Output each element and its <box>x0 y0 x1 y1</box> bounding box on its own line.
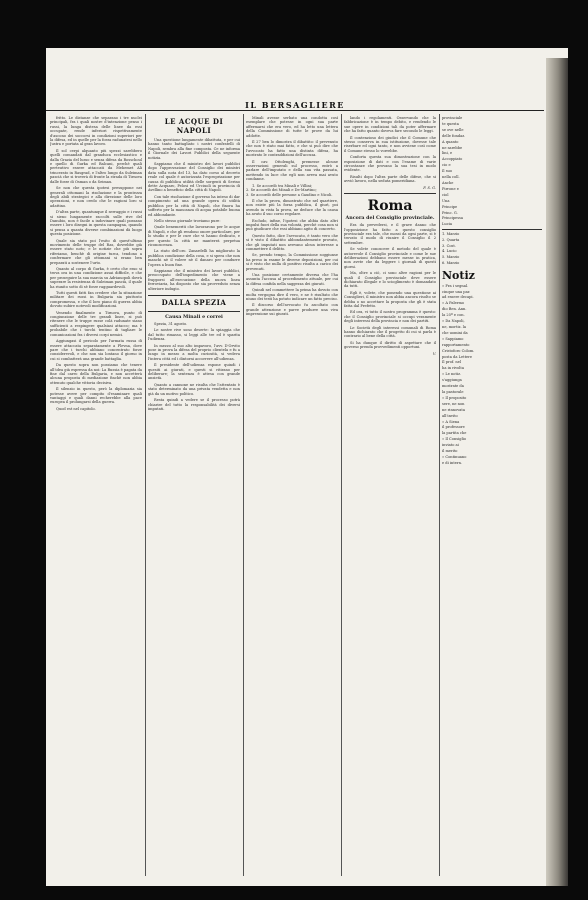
page-edge <box>546 58 568 886</box>
text-line: e di intern. <box>442 460 463 465</box>
text-line: « Fra i segnal. <box>442 283 469 288</box>
paragraph: Una questione lungamente dibattuta, e per cui hanno tanto battagliato i nostri confratelli di Napoli, sembra alla fine composta. Ce ne informa il Giornale dei Lavori Pubblici della seguente notizia. <box>148 138 240 160</box>
text-line: « Sappiamo <box>442 336 464 341</box>
text-line: ciol <box>442 192 449 197</box>
text-line: all'invito <box>442 413 458 418</box>
paragraph: Il contenzioso dei giudici che il Comune che stesso conserva in sua istituzione, dovesse tale riserbare ed ogni tanto, e non avviene così come il Comune stesso lo vorrebbe. <box>344 135 436 153</box>
article-subtitle-spezia: Causa Minali e correi <box>165 314 223 320</box>
paragraph: Se non che questa ipotesi presuppone nei generali ottomani la risoluzione e la prontezza degli abili strategici e alla direzione delle loro operazioni, e non credo che le ragioni loro si adattino. <box>50 186 142 208</box>
paragraph: Sappiamo che il ministro dei lavori pubblici, preoccupato dell'impedimento che viene a frapporsi all'esecuzione della nuova linea ferroviaria, ha disposto che sia provveduto senza ulteriore indugio. <box>148 268 240 291</box>
paragraph: Il silenzio in questo, però la diplomazia sia potesse avere per compito d'esaminare quali vantaggi e quali danni recherebbe alla pace europea il prolungarsi della guerra. <box>50 387 142 405</box>
paragraph: Quanto al corpo di Gurka, è certo che esso si trova ora in una condizione assai difficile, e che per proseguire la sua marcia su Adrianopoli dovrà superare la resistenza di Suleiman pascià, il quale ha riunito sotto di sè forze ragguardevoli. <box>50 267 142 289</box>
paragraph: Il 27 ben lo dimostra il dibattito: il prevenuto che non è stato mai fatto, e che si può dire che l'avvocato ha fatto una distinta difesa, ha mostrato le contraddizioni dell'accusa. <box>246 140 338 158</box>
paragraph: Conforta questa sua dimostrazione con la esposizione di dati e con l'esame di varie circostanze che provano la sua tesi in modo evidente. <box>344 155 436 173</box>
text-line: ha in rivolta <box>442 366 465 371</box>
newspaper-page <box>46 48 568 886</box>
col5-table <box>442 232 542 266</box>
column-separator <box>145 114 146 876</box>
paragraph: 1. Se accordò tra Minali e Villini; 2. Se accordò dei Minali e De-Martino; 3. Se accordò delle persone a Gaudino e Nicoli. <box>246 183 333 197</box>
paragraph: Con tale risoluzione il governo ha inteso di dar compimento ad una grande opera di utilità pubblica per la città di Napoli, che finora ha sofferto per la mancanza di acqua potabile buona ed abbondante. <box>148 194 240 217</box>
column-4 <box>344 116 436 876</box>
text-line: la pastorale <box>442 389 464 394</box>
masthead: IL BERSAGLIERE <box>245 100 345 110</box>
paragraph: Si ha dunque il diritto di aspettare che il governo prenda provvedimenti opportuni. <box>344 340 436 350</box>
text-line: Cristoforo Colom. <box>442 348 475 353</box>
article-title-spezia: DALLA SPEZIA <box>161 298 227 307</box>
column-separator <box>341 114 342 876</box>
text-line: Una <box>442 198 450 203</box>
paragraph: Escludo, infine, l'ipotesi che abbia dato altri impulsi fuori della sua volontà, perchè cosa non si può giudicare che essi abbiano agito di concerto. <box>246 218 338 232</box>
text-line: 6. Marzio <box>442 261 460 266</box>
text-line: inviato ai <box>442 443 459 448</box>
text-line: 2. Quarta <box>442 237 460 242</box>
text-line: Lucia <box>442 222 453 227</box>
text-line: posta da Lettere <box>442 354 472 359</box>
text-line: la 25ª e con. <box>442 313 465 318</box>
paragraph: Questo fatto, dice l'avvocato, è tanto vero che si è visto il dibattito abbondantemente provato, che gli imputati non avevano alcun interesse a commettere il delitto. <box>246 233 338 251</box>
col5-bottom <box>442 284 542 466</box>
paragraph: fritto. Le distanze che separano i tre nuclei principali, fra i quali nostre d'intenzione penso i russi, la lunga distesa delle linee da essi occupate, rende inferiori rispettivamente d'ascono dei soccorsi in condizioni superiori per la difesa, ed in quelle per la forza radunatesi nello Justra e portata al gran lavoro. <box>50 116 142 147</box>
paragraph: La stato dell'oro. Zanardelli ha migliorato la pubblica condizione della cosa, e si spera che non manchi nè il volere nè il danaro per condurre l'opera a buon fine. <box>148 249 240 267</box>
paragraph: Quindi nel commettere la prima ha dovuto con molta vergogna dire il vero, e ne è risultato che niuno dei testi ha potuto indicare un fatto preciso. <box>246 288 338 302</box>
text-line: s'aggiunga <box>442 378 462 383</box>
text-line: Principessa <box>442 216 464 221</box>
paragraph: Il discorso dell'avvocato fu ascoltato con grande attenzione e parve produrre una viva impressione sui giurati. <box>246 303 338 317</box>
section-title-notizie: Notiz <box>442 268 475 282</box>
text-line: « Da Napoli, <box>442 319 465 324</box>
column-2 <box>148 116 240 876</box>
text-line: cio e <box>442 163 451 168</box>
text-line: delle fondaz. <box>442 133 466 138</box>
text-line: 1. Marzio <box>442 231 460 236</box>
masthead-rule <box>46 110 544 111</box>
paragraph: Il che la prova, dimostrato che nel quartiere, non esiste più la forza pubblica, il giurì, poi avendo in vista la prova, ne deduce che la causa ha avuto il suo corso regolare. <box>246 198 338 217</box>
paragraph: Una posizione certamente diversa che l'ha assunta l'accusa al procedimento attuale, per cui la difesa confida nella saggezza dei giurati. <box>246 273 338 286</box>
text-line: cinque una par. <box>442 289 471 294</box>
col4-body <box>344 116 436 184</box>
text-line: ne, mortiz. la <box>442 325 467 329</box>
column-separator <box>243 114 244 876</box>
text-line: « A Palermo <box>442 301 465 306</box>
article-title-acque: LE ACQUE DI NAPOLI <box>164 117 224 135</box>
text-line: lini, e <box>442 151 453 156</box>
paragraph: Da questo sopra non possiamo che tenere all'idea già espressa da noi: La Russia è pagata da fine dal carro della Bulgaria, e non accetterà alcuna proposta di mediazione finchè non abbia ottenuto qualche vittoria decisiva. <box>50 363 142 385</box>
paragraph: In mezzo al suo alto impavoro, l'avv. D'Orvito pose in prova la difesa del proprio clientela e fu a lungo in mezzo a molta curiosità, si vedeva l'intera città ed i dintorni accorrere all'udienza. <box>148 343 240 361</box>
paragraph: lando i regolamenti. Osservando che la fabbricazione è in tempo debito, e rendendo le sue opere in condizioni tali da poter affermare che ha fatto quanto doveva fare secondo le leggi. <box>344 116 436 134</box>
column-5 <box>442 116 542 876</box>
text-line: « Le notiz. <box>442 372 462 377</box>
paragraph: Il cav. Ottolenghi, premesse alcune osservazioni generali sul processo, entrò a parlare dell'imputato e della sua vita passata, mettendo in luce che egli non aveva mai avuto condanne. <box>246 159 338 182</box>
paragraph: Quale benemeriti che lavorarono per le acque di Napoli, e che gli rendono onore particolare, per lo studio e per le cure che vi hanno dedicato, e per questo la città ne manterrà perpetua riconoscenza. <box>148 225 240 247</box>
col1-body <box>50 116 142 411</box>
paragraph: Se, prendo tempo, la Commissione soggiunse ha preso in esame le diverse deposizioni, per cui si è visto che nulla di positivo risulta a carico dei prevenuti. <box>246 253 338 271</box>
paragraph: Quanto a cannone ne risulta che l'attentato è stato determinato da una privata vendetta e non già da un motivo politico. <box>148 382 240 396</box>
paragraph: Tutti questi fatti fan credere che la situazione militare dei russi in Bulgaria sia piuttosto compromessa, e che il loro piano di guerra abbia dovuto subire notevoli modificazioni. <box>50 291 142 309</box>
paragraph: Quod est nel capitolo. <box>56 406 96 411</box>
signature: V. <box>432 351 436 356</box>
text-line: se ove nelle <box>442 127 464 132</box>
text-line: che uomini da <box>442 330 468 335</box>
paragraph: D'altra parte, quantunque il serraggio e i russi si sieno lungamente raccolti sulle rive del Danubio, non è facile a indovinare quali possano essere i loro disegni in questa campagna, quando si pensa a quanta diverse combinazioni dà luogo questa posizione. <box>50 210 142 237</box>
text-line: Principe <box>442 204 458 209</box>
paragraph: Le nostre rive sono deserte: la spiaggia che dal tutto rimasso, si leggi alle tre ed è sparita l'udienza. <box>148 328 240 342</box>
text-line: « A Siena <box>442 419 460 424</box>
paragraph: Quale sia stato poi l'esito di quest'ultimo movimento delle truppe del Ras, dovrebbe già essere stato noto; e le notizie che più sopra riferiamo, benchè di origine turca, tendono a confermare che gli ottomani si erano ben preparati a sostenere l'urto. <box>50 238 142 265</box>
column-3 <box>246 116 338 876</box>
paragraph: Se volete conoscere il metodo del quale è autorevole il Consiglio provinciale e come le sue deliberazioni debbano essere messe in pratica, non avete che da leggere i giornali di questi giorni. <box>344 247 436 269</box>
column-1 <box>50 116 142 876</box>
text-line: provinciale <box>442 116 463 120</box>
text-line: Princ. G. <box>442 210 458 215</box>
text-line: dio Ben. Ann. <box>442 307 467 312</box>
paragraph: Minali avesse serbato una condotta così esemplare che potesse in ogni sua parte affermarsi che era vero, ed ha letto una lettera della Commissione di tutte le prove da lui addotte. <box>246 116 338 138</box>
text-line: il merito <box>442 449 458 454</box>
table-rule <box>442 229 542 230</box>
paragraph: Il sol cerpi alquanto più spezzi sarebbero quelli comandati dal granduca ecclesiastico e dalla Grazia del lusso e senza difesa da Rosschoul e quello di Gurka ed Balcani, perchè quali perteutivo essere attaccati da Mehemet Ali trincerato in Rasgrad, e l'altro lungo da Suleiman pascià che si troverà di fronte la strada di Tirnova dalle forze di Osman o da Seimau. <box>50 148 142 184</box>
text-line: mostrate da <box>442 384 464 389</box>
paragraph: Le Società degli interessi comunali di Roma hanno dichiarato che il progetto di cui si parla è contrario al bene della città. <box>344 325 436 339</box>
text-line: Accoppiato <box>442 157 463 162</box>
text-line: « Il proposito <box>442 395 467 400</box>
text-line: « Continuano <box>442 454 467 459</box>
text-line: « Il Consiglio <box>442 437 467 442</box>
text-line: ne sarebbe <box>442 145 463 150</box>
paragraph: Ma, oltre a ciò, ci sono altre ragioni per le quali il Consiglio provinciale deve essere dichiarato illegale e lo scioglimento è domandato da tutti. <box>344 271 436 289</box>
text-line: Il suo <box>442 169 453 174</box>
text-line: Anche <box>442 180 454 185</box>
paragraph: Spezia, 31 agosto. <box>154 322 188 326</box>
article-rule <box>344 193 436 194</box>
article-title-roma: Roma <box>367 198 413 215</box>
text-line: Pirrone e <box>442 186 459 191</box>
text-line: Il prof. nel <box>442 360 461 365</box>
column-separator <box>439 114 440 876</box>
text-line: il professore <box>442 425 465 430</box>
paragraph: Venendo finalmente a Tirnova, punto di congiunzione delle tre grandi linee, si può ritenere che le truppe russe colà radunate siano sufficienti a respingere qualsiasi attacco; ma è probabile che i turchi tentino di tagliare le comunicazioni fra i diversi corpi nemici. <box>50 310 142 337</box>
paragraph: Il presidente dell'udienza espone quindi i quesiti ai giurati, e questi si ritirano per deliberare; la sentenza è attesa con grande ansietà. <box>148 363 240 381</box>
text-line: A quanto <box>442 139 459 144</box>
paragraph: Ed ora, vi tutto il nostro programma è questo: che il Consiglio provinciale si occupi veramente degli interessi della provincia e non dei partiti. <box>344 310 436 324</box>
text-line: 4. Lucio <box>442 249 457 254</box>
paragraph: Era da prevedersi, e il grave danno che l'opposizione ha fatto a questo consiglio provinciale era tale, che mossi da ogni parte, si è trovato il modo di riunire il Consiglio il 2 settembre. <box>344 223 436 245</box>
article-roma-body <box>344 223 436 350</box>
text-line: 5. Marzio <box>442 255 460 260</box>
article-spezia-body <box>148 322 240 411</box>
text-line: ne rinnovata <box>442 407 466 412</box>
text-line: te questa <box>442 121 459 126</box>
paragraph: Risulti dopo l'altra parte delle difese, che si avviò lavoro, nella seduta pomeridiana. <box>344 174 436 184</box>
text-line: la partita che <box>442 431 467 436</box>
text-line: nella coll. <box>442 175 460 180</box>
paragraph: Resta quindi a vedere se il processo potrà chiarire del tutto la responsabilità dei diversi imputati. <box>148 398 240 411</box>
paragraph: Egli è, volete, che ponendo una questione ai Consiglieri, il ministro non abbia ancora risolto se debba o no accettare la proposta che gli è stata fatta dal Prefetto. <box>344 290 436 308</box>
text-line: 3. Cost. <box>442 243 456 248</box>
article-acque-body <box>148 138 240 291</box>
paragraph: Nello stesso giornale troviamo pure: <box>154 218 221 223</box>
paragraph: Sappiamo che il ministro dei lavori pubblici dopo l'approvazione del Consiglio dei ministri data sulla nota del 13, ha dato corso al decreto reale col quale è autorizzata l'espropriazione per causa di pubblica utilità delle sorgenti di Serino dette Acquaro, Pelosi ed Urciuoli in provincia di Avellino a beneficio della città di Napoli. <box>148 162 240 193</box>
col3-body <box>246 116 338 317</box>
text-line: rapportamento <box>442 342 470 347</box>
text-line: ad essere decapi. <box>442 295 474 300</box>
text-line: sere, ne non <box>442 401 465 406</box>
paragraph: Aggiungasi il pericolo per l'armata russa di essere attaccata separatamente a Plevna, dove pare che i turchi abbiano concentrato forze considerevoli, e che non sia lontano il giorno in cui si combatterà una grande battaglia. <box>50 339 142 361</box>
article-subtitle-roma: Ancora del Consiglio provinciale. <box>345 215 435 222</box>
col5-top <box>442 116 542 227</box>
signature: F. S. G. <box>423 185 436 190</box>
